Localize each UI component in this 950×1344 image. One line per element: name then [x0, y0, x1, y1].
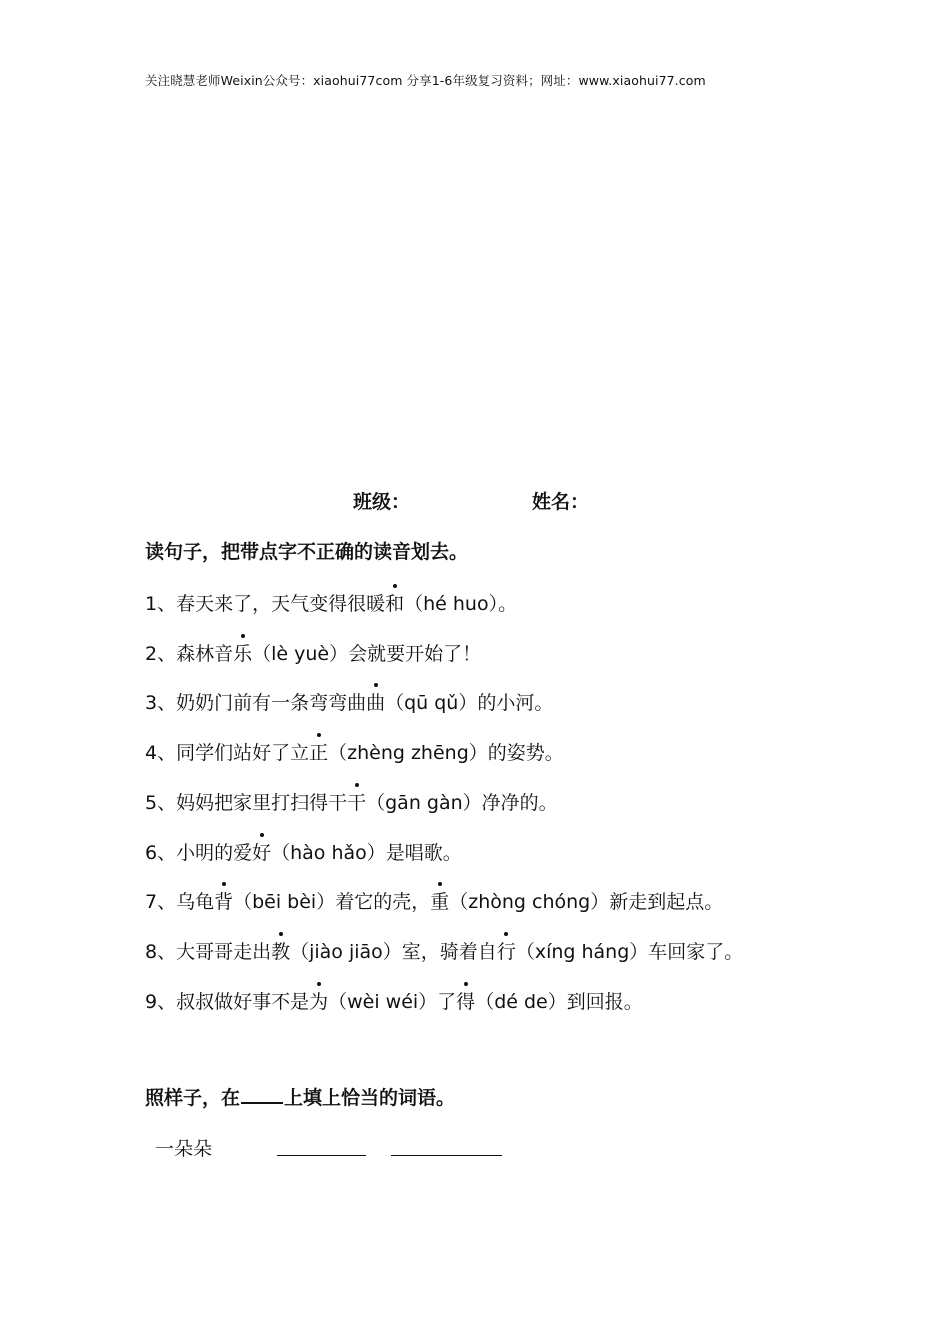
text: （gān gàn）净净的。: [366, 792, 558, 814]
text: （dé de）到回报。: [475, 991, 643, 1013]
dotted-character: 得: [456, 987, 475, 1014]
dotted-character: 和: [385, 589, 404, 616]
section-title-fill-words: [145, 1083, 455, 1110]
text: 7、乌龟: [145, 891, 215, 913]
list-item-2: [145, 639, 481, 669]
list-item-4: [145, 738, 564, 768]
text: （xíng háng）车回家了。: [515, 941, 744, 963]
name-label: 姓名：: [532, 491, 590, 513]
text: 3、奶奶门前有一条弯弯曲: [145, 692, 367, 714]
text: 8、大哥哥走出: [145, 941, 272, 963]
text: 1、春天来了，天气变得很暖: [145, 593, 386, 615]
title-text: 上填上恰当的词语。: [284, 1087, 456, 1109]
list-item-3: [145, 688, 553, 718]
list-item-6: [145, 838, 462, 868]
dotted-character: 教: [271, 937, 290, 964]
text: （hé huo）。: [404, 593, 518, 615]
dotted-character: 乐: [233, 639, 252, 666]
student-info-row: [0, 487, 950, 515]
text: （bēi bèi）着它的壳，: [233, 891, 431, 913]
page-header-text: 关注晓慧老师Weixin公众号：xiaohui77com 分享1-6年级复习资料；网址：www.xiaohui77.com: [145, 73, 706, 88]
list-item-5: [145, 788, 558, 818]
text: （jiào jiāo）室，骑着自: [290, 941, 497, 963]
text: 9、叔叔做好事不是: [145, 991, 310, 1013]
answer-blank-2[interactable]: [391, 1155, 502, 1156]
example-word: 一朵朵: [155, 1138, 213, 1160]
text: （hào hǎo）是唱歌。: [271, 842, 462, 864]
dotted-character: 背: [214, 887, 233, 914]
text: 6、小明的爱: [145, 842, 253, 864]
text: （zhòng chóng）新走到起点。: [449, 891, 724, 913]
class-label: 班级：: [353, 491, 411, 513]
dotted-character: 干: [347, 788, 366, 815]
section-title-pronunciation: 读句子，把带点字不正确的读音划去。: [145, 541, 469, 563]
inline-blank: [241, 1084, 283, 1104]
dotted-character: 行: [497, 937, 516, 964]
dotted-character: 好: [252, 838, 271, 865]
dotted-character: 曲: [366, 688, 385, 715]
text: （wèi wéi）了: [328, 991, 457, 1013]
text: 4、同学们站好了立: [145, 742, 310, 764]
list-item-7: [145, 887, 723, 917]
dotted-character: 为: [309, 987, 328, 1014]
text: 2、森林音: [145, 643, 234, 665]
text: （zhèng zhēng）的姿势。: [328, 742, 564, 764]
dotted-character: 正: [309, 738, 328, 765]
list-item-9: [145, 987, 643, 1017]
list-item-8: [145, 937, 743, 967]
text: （lè yuè）会就要开始了！: [252, 643, 482, 665]
text: 5、妈妈把家里打扫得干: [145, 792, 348, 814]
dotted-character: 重: [430, 887, 449, 914]
text: （qū qǔ）的小河。: [385, 692, 554, 714]
title-text: 照样子，在: [145, 1087, 241, 1109]
answer-blank-1[interactable]: [277, 1155, 366, 1156]
list-item-1: [145, 589, 517, 619]
